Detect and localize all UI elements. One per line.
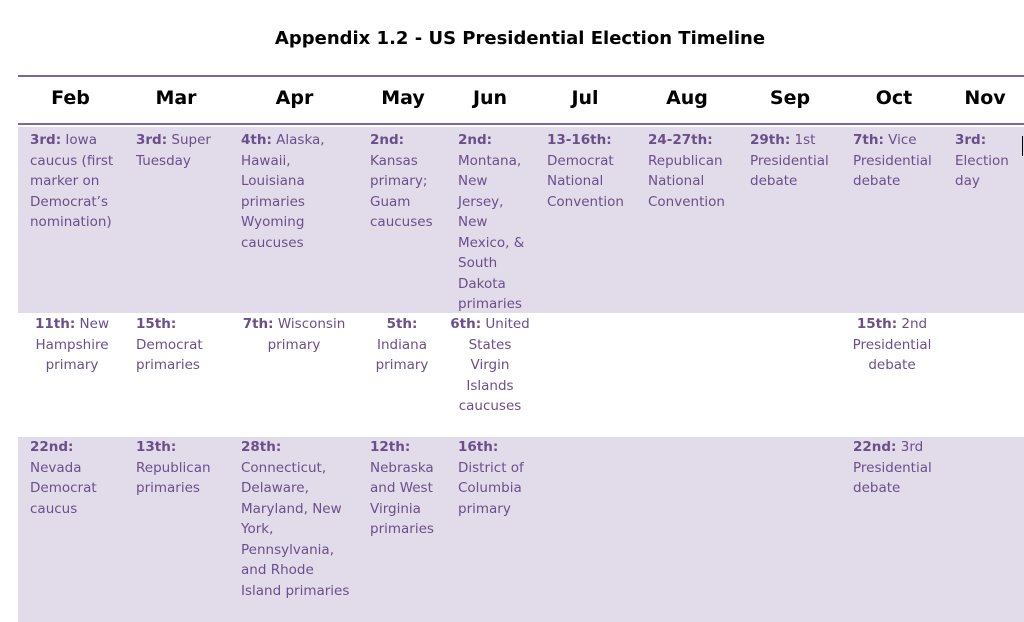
event-text: Republican primaries: [136, 459, 211, 496]
event-date: 13-16th:: [547, 132, 612, 148]
event-cell-oct: [848, 314, 936, 376]
event-cell-feb: [30, 437, 122, 519]
event-cell-nov: [955, 130, 1021, 192]
event-date: 7th:: [242, 316, 274, 332]
event-cell-jun: [458, 130, 530, 315]
event-text: United States Virgin Islands caucuses: [458, 316, 530, 414]
event-cell-may: [370, 437, 446, 540]
event-cell-may: [366, 314, 438, 376]
event-date: 16th:: [458, 439, 499, 455]
event-cell-oct: [853, 437, 945, 499]
event-date: 5th:: [386, 316, 418, 332]
event-date: 2nd:: [458, 132, 493, 148]
event-text: Nevada Democrat caucus: [30, 459, 97, 517]
event-text: Vice Presidential debate: [853, 132, 932, 189]
event-date: 28th:: [241, 439, 282, 455]
event-text: Iowa caucus (first marker on Democrat’s nomination): [30, 132, 114, 230]
event-text: Indiana primary: [375, 336, 429, 373]
event-date: 6th:: [450, 316, 482, 332]
timeline-row: [18, 437, 1024, 622]
event-date: 7th:: [853, 132, 884, 148]
month-header-mar: Mar: [155, 87, 197, 109]
text-cursor: [1022, 136, 1023, 156]
event-text: Wisconsin primary: [267, 316, 346, 353]
event-cell-feb: [30, 130, 122, 233]
event-text: Election day: [955, 152, 1009, 189]
event-date: 22nd:: [853, 439, 897, 455]
event-text: Super Tuesday: [136, 132, 211, 169]
event-date: 3rd:: [955, 132, 987, 148]
event-text: New Hampshire primary: [35, 316, 109, 373]
month-header-aug: Aug: [666, 87, 708, 109]
month-header-apr: Apr: [275, 87, 314, 109]
event-cell-apr: [241, 130, 341, 253]
timeline-row: [18, 127, 1024, 313]
event-text: Democrat National Convention: [547, 152, 624, 210]
month-header-oct: Oct: [875, 87, 913, 109]
month-header-feb: Feb: [51, 87, 90, 109]
event-cell-mar: [136, 437, 228, 499]
event-date: 11th:: [35, 316, 76, 332]
event-date: 29th:: [750, 132, 791, 148]
event-date: 15th:: [136, 316, 177, 332]
event-text: Montana, New Jersey, New Mexico, & South Dakota primaries: [458, 152, 525, 312]
event-date: 2nd:: [370, 132, 405, 148]
page-title: Appendix 1.2 - US Presidential Election Timeline: [274, 28, 766, 49]
event-text: District of Columbia primary: [458, 459, 524, 517]
event-text: Kansas primary; Guam caucuses: [370, 152, 433, 230]
event-cell-jun: [458, 437, 534, 519]
event-cell-apr: [241, 437, 353, 601]
event-cell-may: [370, 130, 446, 233]
event-cell-jul: [547, 130, 635, 212]
event-date: 3rd:: [30, 132, 62, 148]
event-cell-feb: [22, 314, 122, 376]
month-header-row: [18, 75, 1024, 125]
event-cell-sep: [750, 130, 838, 192]
event-date: 15th:: [856, 316, 898, 332]
event-text: Nebraska and West Virginia primaries: [370, 459, 434, 537]
event-text: Alaska, Hawaii, Louisiana primaries Wyoming caucuses: [241, 132, 325, 251]
month-header-nov: Nov: [964, 87, 1006, 109]
month-header-jul: Jul: [571, 87, 599, 109]
month-header-jun: Jun: [472, 87, 508, 109]
event-date: 13th:: [136, 439, 177, 455]
event-text: Democrat primaries: [136, 336, 203, 373]
event-cell-apr: [234, 314, 354, 355]
month-header-sep: Sep: [769, 87, 811, 109]
event-text: Connecticut, Delaware, Maryland, New York, Pennsylvania, and Rhode Island primaries: [241, 459, 350, 599]
timeline-row: [18, 313, 1024, 437]
event-text: 2nd Presidential debate: [852, 316, 932, 373]
event-date: 22nd:: [30, 439, 74, 455]
event-date: 3rd:: [136, 132, 168, 148]
event-text: Republican National Convention: [648, 152, 725, 210]
event-text: 3rd Presidential debate: [853, 439, 932, 496]
event-cell-mar: [136, 130, 228, 171]
event-text: 1st Presidential debate: [750, 132, 829, 189]
event-cell-jun: [450, 314, 530, 417]
event-cell-aug: [648, 130, 736, 212]
event-cell-oct: [853, 130, 945, 192]
event-cell-mar: [136, 314, 228, 376]
event-date: 12th:: [370, 439, 411, 455]
event-date: 4th:: [241, 132, 272, 148]
event-date: 24-27th:: [648, 132, 713, 148]
month-header-may: May: [381, 87, 425, 109]
